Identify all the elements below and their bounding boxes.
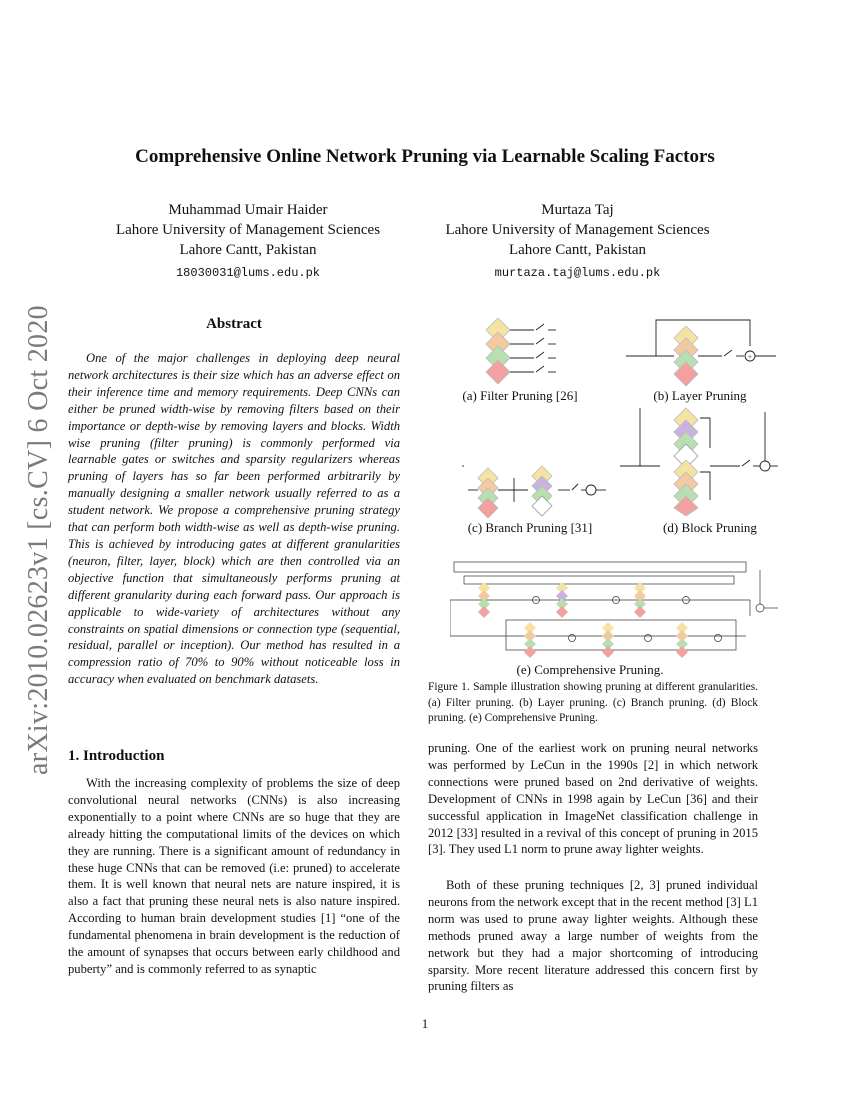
filter-stack-icon [486, 318, 510, 384]
author-block-1 [88, 200, 408, 283]
svg-text:+: + [748, 353, 752, 361]
subfigure-a-label: (a) Filter Pruning [26] [462, 388, 578, 403]
author-location: Lahore Cantt, Pakistan [179, 242, 317, 258]
section-heading-introduction: 1. Introduction [68, 748, 165, 764]
figure-caption: Figure 1. Sample illustration showing pruning at different granularities. (a) Filter pruning. (b) Layer pruning. (c) Branch pruning. (d) Block pruning. (e) Comprehensive Pruning. [428, 681, 758, 724]
subfigure-d-label: (d) Block Pruning [663, 520, 757, 535]
author-name: Muhammad Umair Haider [168, 202, 328, 218]
introduction-paragraph-cont: pruning. One of the earliest work on pruning neural networks was performed by LeCun in the 1990s [2] in which network connections were pruned based on 2nd derivative of weights. Development of CNNs in 1998 again by LeCun [36] and their successful application in ImageNet classification challenge in 2012 [33] resulted in a revival of this concept of pruning in 2015 [3]. They used L1 norm to prune away lighter weights. [428, 741, 758, 857]
subfigure-c-label: (c) Branch Pruning [31] [467, 520, 593, 535]
diagram-filter-pruning [476, 318, 566, 384]
author-affiliation: Lahore University of Management Sciences [445, 222, 710, 238]
subfigure-b-label: (b) Layer Pruning [653, 388, 747, 403]
introduction-paragraph: With the increasing complexity of problems the size of deep convolutional neural networks (CNNs) is also increasing exponentially to a point where CNNs are so huge that they are already hitting the computational limits of the devices on which they are running. There is a significant amount of redundancy in these huge CNNs that can be removed (i.e: pruned) to accelerate them. It is well known that neural nets are nature inspired, it is also a fact that pruning these neural nets is also nature inspired. According to human brain development studies [1] “one of the fundamental phenomena in brain development is the reduction of the amount of synapses that occurs between early childhood and puberty” and is commonly referred to as synaptic [68, 776, 400, 976]
introduction-paragraph-2: Both of these pruning techniques [2, 3] pruned individual neurons from the network except that in the recent method [3] L1 norm was used to prune away lighter weights. Although these methods pruned away a large number of weights from the network but they had a major shortcoming of introducing sparsity. More recent literature addressed this concern first by pruning filters as [428, 878, 758, 994]
author-email[interactable]: murtaza.taj@lums.edu.pk [494, 266, 661, 280]
page-number: 1 [421, 1016, 429, 1031]
author-location: Lahore Cantt, Pakistan [508, 242, 647, 258]
arxiv-identifier: arXiv:2010.02623v1 [cs.CV] 6 Oct 2020 [23, 305, 54, 775]
diagram-comprehensive-pruning [450, 560, 780, 662]
subfigure-e-label: (e) Comprehensive Pruning. [516, 662, 664, 677]
paper-title: Comprehensive Online Network Pruning via Learnable Scaling Factors [135, 146, 715, 167]
author-name: Murtaza Taj [541, 202, 614, 218]
abstract-heading: Abstract [206, 316, 262, 332]
author-block-2 [420, 200, 735, 283]
author-email[interactable]: 18030031@lums.edu.pk [175, 266, 321, 280]
diagram-block-pruning [620, 404, 780, 516]
diagram-branch-pruning [458, 462, 608, 518]
abstract-text: One of the major challenges in deploying deep neural network architectures is their size which has an adverse effect on their inference time and memory requirements. Deep CNNs can either be pruned width-wise by removing filters based on their importance or depth-wise by removing layers and blocks. Width wise pruning (filter pruning) is commonly performed via learnable gates or switches and sparsity regularizers whereas pruning of layers has so far been performed arbitrarily by manually designing a smaller network usually referred to as a student network. We propose a comprehensive pruning strategy that can perform both width-wise as well as depth-wise pruning. This is achieved by introducing gates at different granularities (neuron, filter, layer, block) which are then controlled via an objective function that simultaneously performs pruning at different granularity during each forward pass. Our approach is applicable to wide-variety of architectures without any constraints on spatial dimensions or connection type (sequential, residual, parallel or inception). Our method has resulted in a compression ratio of 70% to 90% without noticeable loss in accuracy when evaluated on benchmark datasets. [68, 351, 400, 687]
diagram-layer-pruning [626, 316, 784, 388]
author-affiliation: Lahore University of Management Sciences [115, 222, 381, 238]
